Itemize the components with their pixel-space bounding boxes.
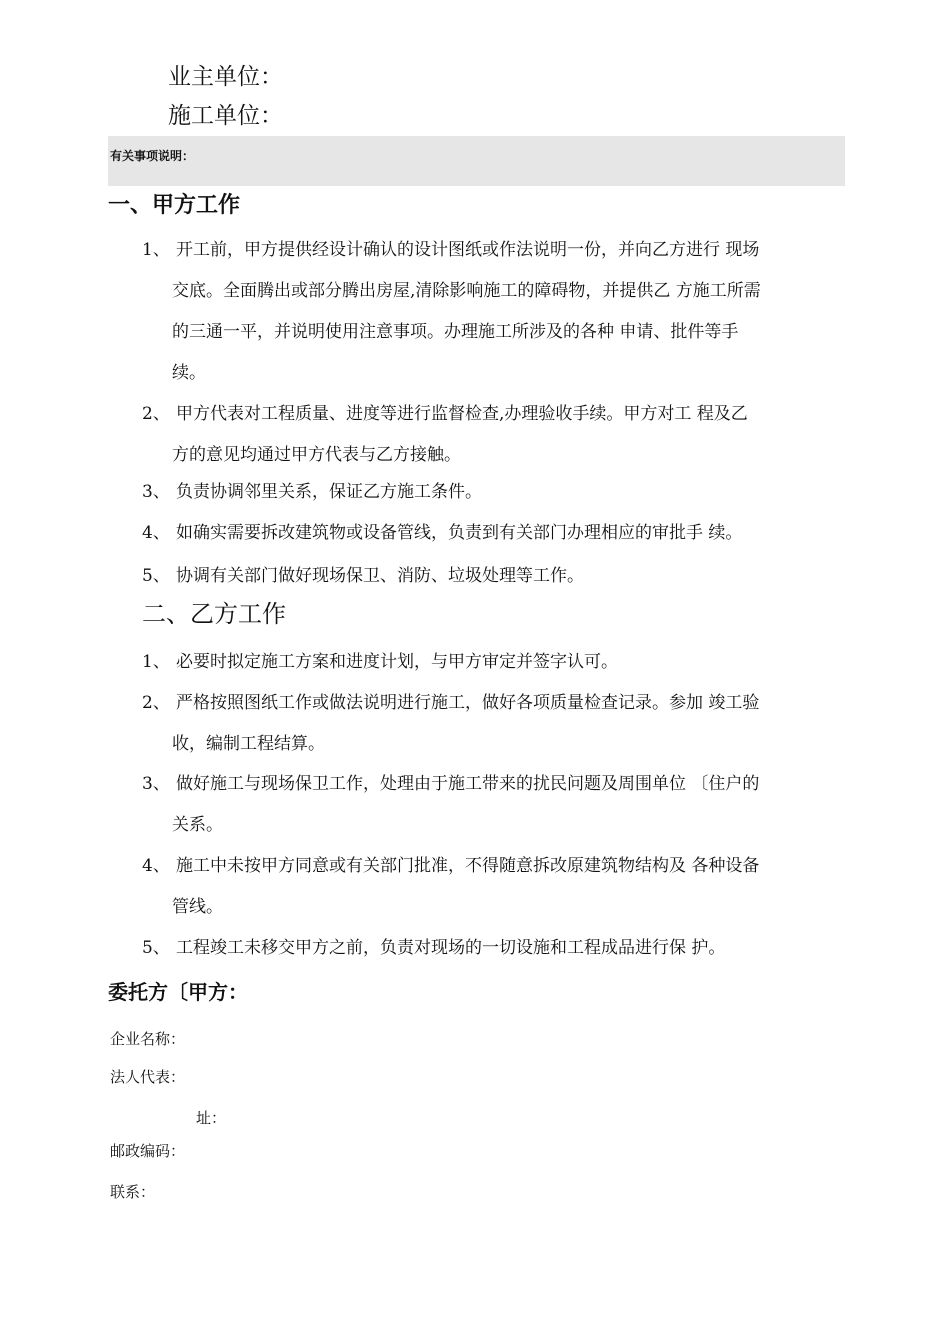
section1-item-3 <box>142 472 847 513</box>
item-text-line: 管线。 <box>172 897 223 917</box>
section2-item-3 <box>142 764 847 846</box>
company-name-label: 企业名称： <box>110 1030 186 1048</box>
item-number: 2、 <box>142 693 170 713</box>
item-number: 4、 <box>142 523 170 543</box>
item-text-line: 开工前，甲方提供经设计确认的设计图纸或作法说明一份，并向乙方进行 现场 <box>176 240 760 260</box>
section2-item-1 <box>142 642 847 683</box>
notes-label: 有关事项说明： <box>110 149 195 163</box>
owner-unit-label: 业主单位： <box>168 64 283 90</box>
section1-item-5 <box>142 556 847 597</box>
item-text-line: 方的意见均通过甲方代表与乙方接触。 <box>172 445 461 465</box>
item-text-line: 施工中未按甲方同意或有关部门批准，不得随意拆改原建筑物结构及 各种设备 <box>176 856 760 876</box>
notes-band <box>108 136 845 186</box>
item-text-line: 必要时拟定施工方案和进度计划，与甲方审定并签字认可。 <box>176 652 618 672</box>
item-number: 3、 <box>142 482 170 502</box>
item-text-line: 严格按照图纸工作或做法说明进行施工，做好各项质量检查记录。参加 竣工验 <box>176 693 760 713</box>
section2-item-2 <box>142 683 847 765</box>
item-text-line: 收，编制工程结算。 <box>172 734 325 754</box>
item-number: 5、 <box>142 566 170 586</box>
item-number: 5、 <box>142 938 170 958</box>
address-label: 址： <box>196 1109 227 1127</box>
item-text-line: 协调有关部门做好现场保卫、消防、垃圾处理等工作。 <box>176 566 584 586</box>
section2-item-5 <box>142 928 847 969</box>
section2-item-4 <box>142 846 847 928</box>
item-text-line: 做好施工与现场保卫工作，处理由于施工带来的扰民问题及周围单位 〔住户的 <box>176 774 760 794</box>
section1-item-1 <box>142 230 847 394</box>
item-number: 1、 <box>142 652 170 672</box>
postcode-label: 邮政编码： <box>110 1142 186 1160</box>
contractor-unit-label: 施工单位： <box>168 103 283 129</box>
item-number: 4、 <box>142 856 170 876</box>
item-text-line: 关系。 <box>172 815 223 835</box>
item-number: 3、 <box>142 774 170 794</box>
item-number: 1、 <box>142 240 170 260</box>
section2-title: 二、乙方工作 <box>142 600 286 628</box>
item-text-line: 续。 <box>172 363 206 383</box>
item-text-line: 甲方代表对工程质量、进度等进行监督检查,办理验收手续。甲方对工 程及乙 <box>176 404 748 424</box>
section1-item-4 <box>142 513 847 554</box>
client-title: 委托方〔甲方： <box>108 980 248 1004</box>
item-text-line: 工程竣工未移交甲方之前，负责对现场的一切设施和工程成品进行保 护。 <box>176 938 726 958</box>
contact-label: 联系： <box>110 1183 156 1201</box>
item-number: 2、 <box>142 404 170 424</box>
item-text-line: 交底。全面腾出或部分腾出房屋,清除影响施工的障碍物，并提供乙 方施工所需 <box>172 281 761 301</box>
item-text-line: 的三通一平，并说明使用注意事项。办理施工所涉及的各种 申请、批件等手 <box>172 322 739 342</box>
legal-rep-label: 法人代表： <box>110 1068 186 1086</box>
item-text-line: 负责协调邻里关系，保证乙方施工条件。 <box>176 482 482 502</box>
section1-item-2 <box>142 394 847 476</box>
item-text-line: 如确实需要拆改建筑物或设备管线，负责到有关部门办理相应的审批手 续。 <box>176 523 743 543</box>
section1-title: 一、甲方工作 <box>108 193 241 218</box>
